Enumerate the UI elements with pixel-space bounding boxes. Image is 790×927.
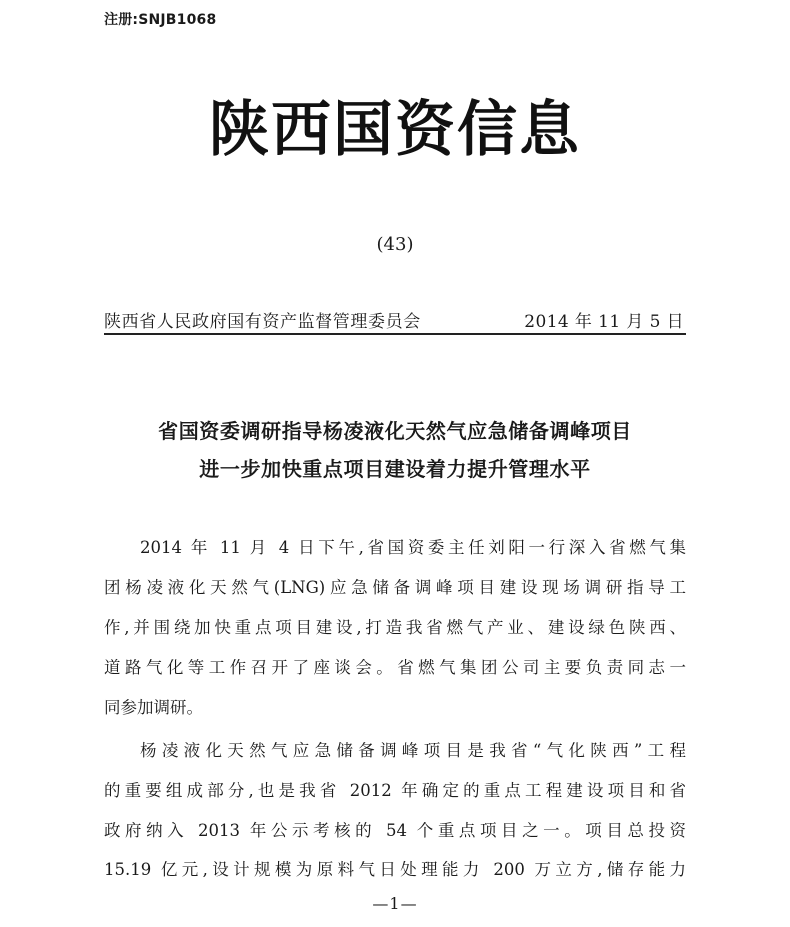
masthead-title: 陕西国资信息 bbox=[209, 95, 581, 165]
body-text-line: 15.19 亿元,设计规模为原料气日处理能力 200 万立方,储存能力 bbox=[104, 860, 686, 879]
body-text-line: 团杨凌液化天然气(LNG)应急储备调峰项目建设现场调研指导工 bbox=[104, 578, 686, 597]
issue-number: (43) bbox=[376, 234, 414, 255]
publisher-name: 陕西省人民政府国有资产监督管理委员会 bbox=[104, 312, 421, 332]
registration-number: 注册:SNJB1068 bbox=[104, 12, 217, 28]
body-text-line: 作,并围绕加快重点项目建设,打造我省燃气产业、建设绿色陕西、 bbox=[104, 618, 686, 637]
publication-date: 2014 年 11 月 5 日 bbox=[524, 312, 684, 332]
page-number: —1— bbox=[372, 894, 418, 913]
body-text-line: 杨凌液化天然气应急储备调峰项目是我省“气化陕西”工程 bbox=[140, 741, 686, 760]
article-title-line-2: 进一步加快重点项目建设着力提升管理水平 bbox=[199, 457, 591, 481]
body-text-line: 的重要组成部分,也是我省 2012 年确定的重点工程建设项目和省 bbox=[104, 781, 686, 800]
article-title-line-1: 省国资委调研指导杨凌液化天然气应急储备调峰项目 bbox=[158, 419, 632, 443]
body-text-line: 道路气化等工作召开了座谈会。省燃气集团公司主要负责同志一 bbox=[104, 658, 686, 677]
body-text-line: 2014 年 11 月 4 日下午,省国资委主任刘阳一行深入省燃气集 bbox=[140, 538, 686, 557]
publication-bar bbox=[104, 305, 686, 335]
body-text-line: 同参加调研。 bbox=[104, 698, 203, 717]
body-text-line: 政府纳入 2013 年公示考核的 54 个重点项目之一。项目总投资 bbox=[104, 821, 686, 840]
